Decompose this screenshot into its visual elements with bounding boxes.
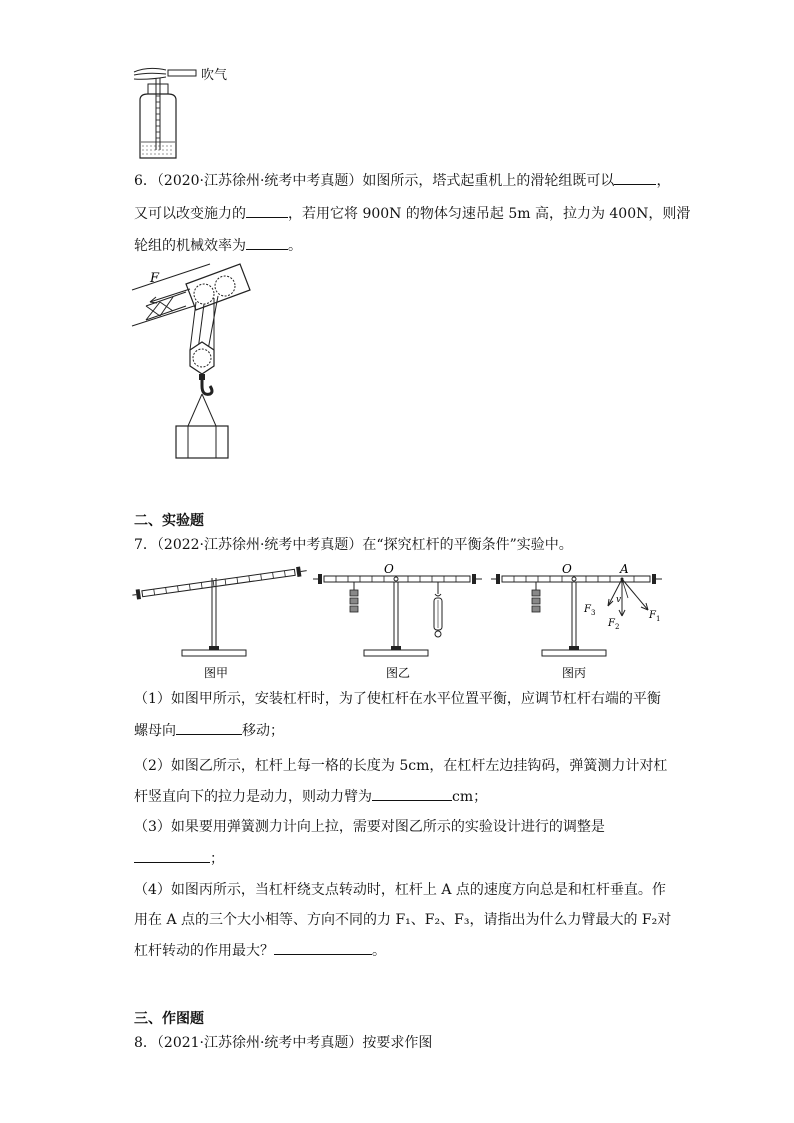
force-label-F: F: [150, 271, 160, 286]
q6-text: 轮组的机械效率为: [134, 238, 246, 254]
q6-blank-2[interactable]: [246, 203, 288, 218]
q7-p4-line1: （4）如图丙所示，当杠杆绕支点转动时，杠杆上 A 点的速度方向总是和杠杆垂直。作: [134, 882, 666, 898]
force-subscript: 3: [591, 609, 596, 617]
q6-text: 6．（2020·江苏徐州·统考中考真题）如图所示，塔式起重机上的滑轮组既可以: [134, 173, 615, 189]
q7-p2-line2: [134, 786, 487, 807]
force-label-F2: F: [608, 618, 615, 629]
q7-text: 杆竖直向下的拉力是动力，则动力臂为: [134, 789, 372, 805]
q7-text: 。: [372, 943, 386, 959]
q7-intro: 7．（2022·江苏徐州·统考中考真题）在“探究杠杆的平衡条件”实验中。: [134, 537, 573, 553]
q7-p3-line2: [134, 848, 224, 869]
q6-text: ，若用它将 900N 的物体匀速吊起 5m 高，拉力为 400N，则滑: [288, 206, 691, 222]
q7-p2-line1: （2）如图乙所示，杠杆上每一格的长度为 5cm，在杠杆左边挂钩码，弹簧测力计对杠: [134, 758, 668, 774]
q7-p1-line2: [134, 720, 284, 741]
q7-blank-3[interactable]: [134, 848, 210, 863]
force-label-F1: F: [649, 610, 656, 621]
q7-blank-2[interactable]: [372, 786, 452, 801]
q6-blank-1[interactable]: [614, 170, 656, 185]
q7-text: cm；: [452, 789, 488, 805]
lever-figure-bing: [491, 562, 662, 656]
lever-figure-jia: [132, 566, 308, 656]
section-heading: 三、作图题: [134, 1011, 204, 1027]
q8-intro: 8．（2021·江苏徐州·统考中考真题）按要求作图: [134, 1035, 433, 1051]
q7-p3-line1: （3）如果要用弹簧测力计向上拉，需要对图乙所示的实验设计进行的调整是: [134, 819, 605, 835]
lever-figures: [130, 560, 670, 684]
velocity-label: v: [616, 595, 622, 605]
crane-pulley-figure: [128, 262, 258, 462]
q6-line1: [134, 170, 670, 191]
caption-yi: 图乙: [386, 666, 411, 680]
q7-p4-line3: [134, 940, 386, 961]
q7-blank-1[interactable]: [176, 720, 242, 735]
q6-line2: [134, 203, 690, 224]
q7-text: ；: [210, 851, 224, 867]
q6-text: 又可以改变施力的: [134, 206, 246, 222]
pivot-label-O: O: [384, 562, 394, 576]
q7-text: 螺母向: [134, 723, 176, 739]
section-heading: 二、实验题: [134, 513, 204, 529]
force-label-F3: F: [584, 604, 591, 615]
lever-figure-yi: [313, 562, 482, 656]
q6-text: ，: [656, 173, 671, 189]
pivot-label-O: O: [562, 562, 572, 576]
q7-text: 杠杆转动的作用最大？: [134, 943, 274, 959]
q7-p1-line1: （1）如图甲所示，安装杠杆时，为了使杠杆在水平位置平衡，应调节杠杆右端的平衡: [134, 691, 661, 707]
q6-text: 。: [288, 238, 302, 254]
caption-jia: 图甲: [204, 666, 229, 680]
q6-line3: [134, 235, 302, 256]
caption-bing: 图丙: [562, 666, 587, 680]
force-subscript: 1: [656, 615, 661, 623]
blow-label: 吹气: [201, 68, 228, 83]
q6-blank-3[interactable]: [246, 235, 288, 250]
force-subscript: 2: [615, 623, 620, 631]
q7-p4-line2: 用在 A 点的三个大小相等、方向不同的力 F₁、F₂、F₃，请指出为什么力臂最大的 F₂对: [134, 912, 672, 928]
point-label-A: A: [620, 562, 629, 576]
q7-blank-4[interactable]: [274, 940, 372, 955]
q7-text: 移动；: [242, 723, 284, 739]
